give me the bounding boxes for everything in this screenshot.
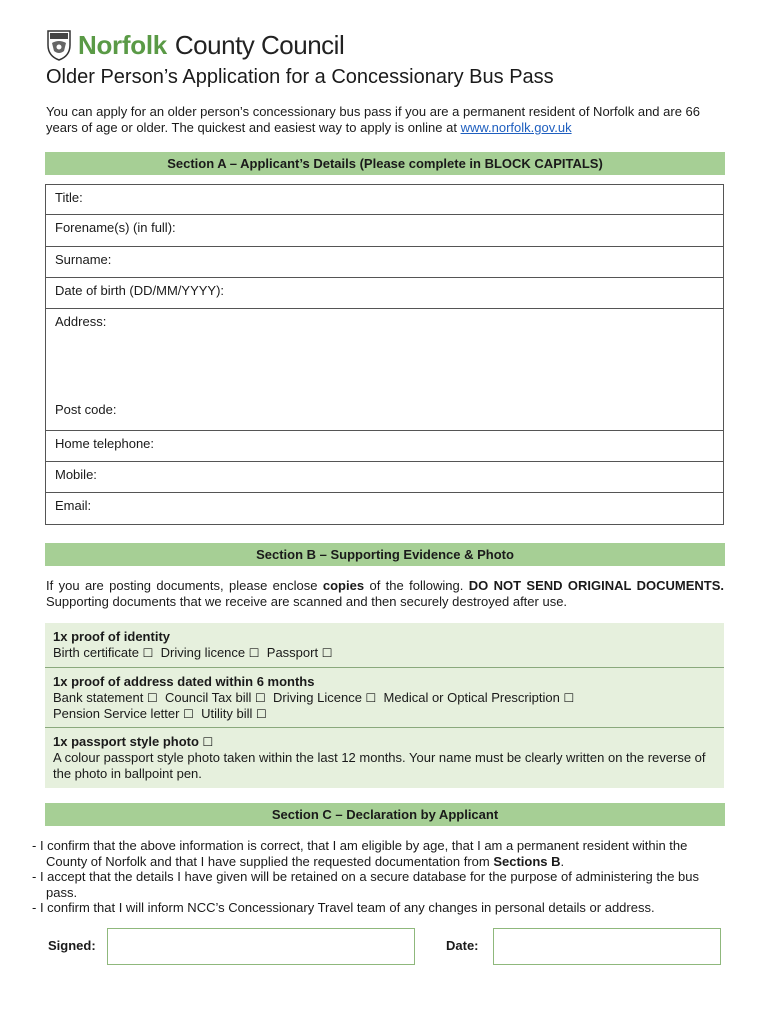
- declaration-item: [32, 838, 732, 869]
- title-field-label: Title:: [55, 190, 83, 205]
- declaration-item-1-text: - I confirm that the above information is correct, that I am eligible by age, that I am a permanent resident within the County of Norfolk and that I have supplied the requested documentation from: [32, 838, 688, 869]
- home-telephone-field[interactable]: [46, 431, 723, 462]
- pension-service-letter-checkbox[interactable]: ☐: [183, 707, 194, 721]
- proof-of-identity-heading: 1x proof of identity: [53, 629, 170, 644]
- applicant-details-form: [45, 184, 724, 525]
- driving-licence-address-label: Driving Licence: [273, 690, 362, 705]
- proof-of-identity-box: [45, 623, 724, 667]
- driving-licence-option[interactable]: [161, 645, 260, 660]
- passport-label: Passport: [266, 645, 319, 660]
- birth-certificate-option[interactable]: [53, 645, 153, 660]
- passport-checkbox[interactable]: ☐: [321, 646, 333, 660]
- title-field[interactable]: [46, 185, 723, 215]
- section-a-heading: Section A – Applicant’s Details (Please complete in BLOCK CAPITALS): [45, 152, 725, 175]
- birth-certificate-label: Birth certificate: [53, 645, 139, 660]
- date-label: Date:: [446, 938, 479, 953]
- mobile-field[interactable]: [46, 462, 723, 493]
- postcode-field-label: Post code:: [55, 402, 117, 417]
- sb-intro-text-3: Supporting documents that we receive are scanned and then securely destroyed after use.: [46, 594, 568, 609]
- passport-photo-text: A colour passport style photo taken within the last 12 months. Your name must be clearly written on the reverse of the photo in ballpoint pen.: [53, 750, 706, 781]
- section-b-heading: Section B – Supporting Evidence & Photo: [45, 543, 725, 566]
- home-telephone-field-label: Home telephone:: [55, 436, 155, 451]
- declaration-item-1-end: .: [560, 853, 565, 869]
- logo-county-council-text: County Council: [174, 29, 345, 60]
- date-of-birth-field-label: Date of birth (DD/MM/YYYY):: [55, 283, 225, 298]
- mobile-field-label: Mobile:: [55, 467, 97, 482]
- council-crest-icon: [46, 29, 72, 61]
- sb-intro-bold-2: DO NOT SEND ORIGINAL DOCUMENTS.: [468, 578, 725, 593]
- surname-field[interactable]: [46, 247, 723, 278]
- council-tax-bill-option[interactable]: [165, 690, 266, 705]
- date-of-birth-field[interactable]: [46, 278, 723, 309]
- email-field[interactable]: [46, 493, 723, 524]
- signature-input[interactable]: [107, 928, 415, 965]
- council-tax-bill-label: Council Tax bill: [164, 690, 252, 705]
- prescription-option[interactable]: [384, 690, 575, 705]
- intro-text: You can apply for an older person’s concessionary bus pass if you are a permanent resident of Norfolk and are 66 years of age or older. The quickest and easiest way to apply is online at: [46, 104, 701, 135]
- declaration-item-1-bold: Sections B: [493, 853, 561, 869]
- section-b-intro: [46, 578, 724, 610]
- logo-norfolk-text: Norfolk: [78, 29, 167, 60]
- address-field-label: Address:: [55, 314, 107, 329]
- date-input[interactable]: [493, 928, 721, 965]
- declaration-item: - I accept that the details I have given will be retained on a secure database for the purpose of administering the bus pass.: [32, 869, 700, 900]
- page-title: Older Person’s Application for a Concessionary Bus Pass: [46, 66, 554, 88]
- bank-statement-label: Bank statement: [53, 690, 144, 705]
- proof-of-address-box: [45, 668, 724, 727]
- utility-bill-label: Utility bill: [201, 706, 253, 721]
- declaration-item: - I confirm that I will inform NCC’s Concessionary Travel team of any changes in personal details or address.: [32, 900, 655, 915]
- utility-bill-checkbox[interactable]: ☐: [256, 707, 267, 721]
- utility-bill-option[interactable]: [201, 706, 267, 721]
- driving-licence-checkbox[interactable]: ☐: [248, 646, 260, 660]
- sb-intro-text-2: of the following.: [364, 578, 469, 593]
- forename-field[interactable]: [46, 215, 723, 247]
- norfolk-county-council-logo: [46, 28, 344, 62]
- sb-intro-bold-1: copies: [322, 578, 365, 593]
- pension-service-letter-label: Pension Service letter: [53, 706, 180, 721]
- email-field-label: Email:: [55, 498, 92, 513]
- intro-paragraph: [46, 104, 726, 136]
- bank-statement-checkbox[interactable]: ☐: [146, 691, 158, 705]
- council-tax-bill-checkbox[interactable]: ☐: [255, 691, 266, 705]
- passport-option[interactable]: [267, 645, 333, 660]
- proof-of-address-heading: 1x proof of address dated within 6 months: [53, 674, 315, 689]
- driving-licence-address-checkbox[interactable]: ☐: [365, 691, 377, 705]
- passport-photo-box: [45, 728, 724, 788]
- birth-certificate-checkbox[interactable]: ☐: [142, 646, 154, 660]
- norfolk-website-link[interactable]: www.norfolk.gov.uk: [460, 120, 572, 135]
- bank-statement-option[interactable]: [53, 690, 158, 705]
- surname-field-label: Surname:: [55, 252, 112, 267]
- driving-licence-address-option[interactable]: [273, 690, 376, 705]
- sb-intro-text-1: If you are posting documents, please enclose: [46, 578, 323, 593]
- passport-photo-checkbox[interactable]: ☐: [202, 735, 214, 749]
- pension-service-letter-option[interactable]: [53, 706, 194, 721]
- prescription-label: Medical or Optical Prescription: [383, 690, 560, 705]
- forename-field-label: Forename(s) (in full):: [55, 220, 176, 235]
- declaration-list: [32, 838, 732, 916]
- address-field[interactable]: [46, 309, 723, 431]
- driving-licence-label: Driving licence: [160, 645, 246, 660]
- passport-photo-heading: 1x passport style photo: [53, 734, 199, 749]
- prescription-checkbox[interactable]: ☐: [563, 691, 575, 705]
- section-c-heading: Section C – Declaration by Applicant: [45, 803, 725, 826]
- signed-label: Signed:: [48, 938, 96, 953]
